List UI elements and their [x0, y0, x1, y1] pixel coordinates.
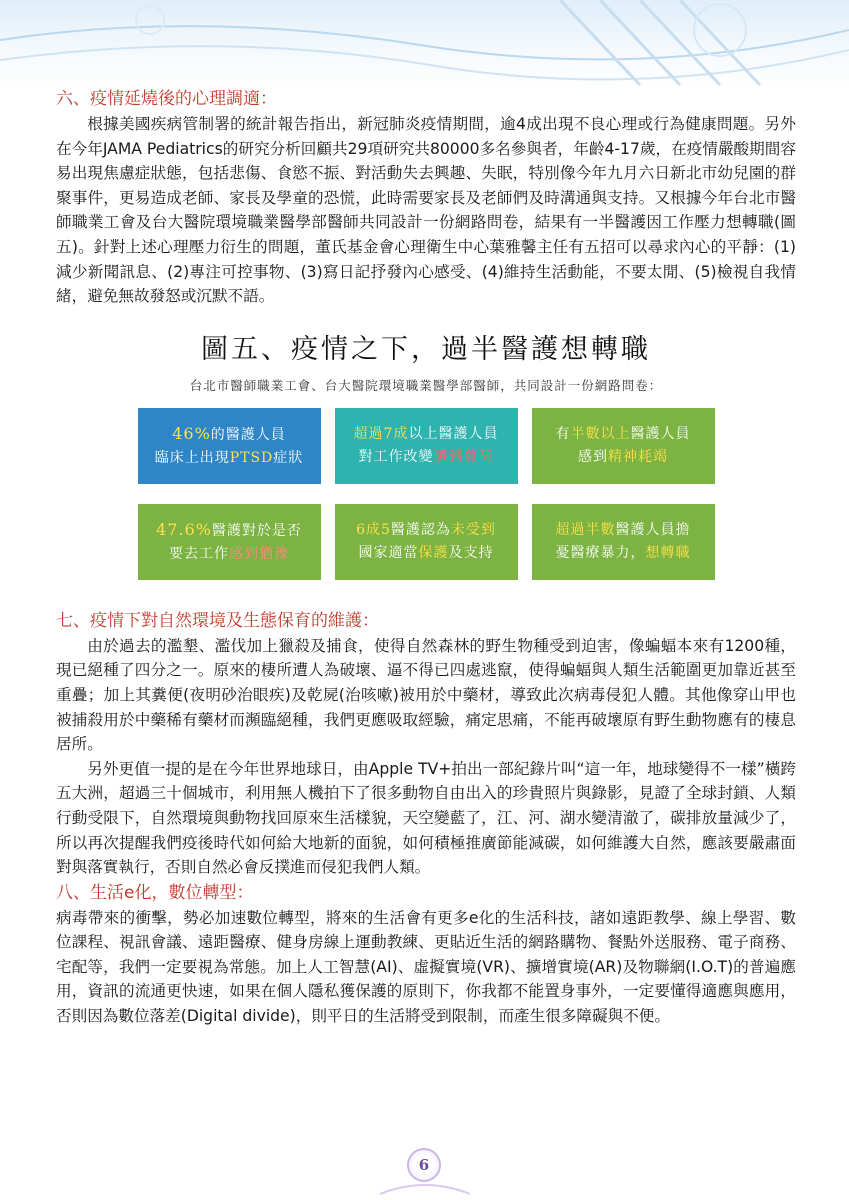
stat-text: 以上醫護人員: [408, 425, 499, 442]
footer-decoration: [0, 1172, 849, 1200]
header-pattern-graphic: [0, 0, 849, 90]
stat-box-line: [156, 518, 302, 543]
main-content: [56, 86, 796, 1029]
stat-box-workload: [335, 408, 518, 484]
stat-text: 醫護人員擔: [615, 521, 691, 538]
stat-box-hesitation: [138, 504, 321, 580]
section6-heading: 六、疫情延燒後的心理調適：: [56, 89, 277, 109]
stat-highlight: 精神耗竭: [608, 448, 668, 465]
section8-heading: 八、生活e化，數位轉型：: [56, 882, 254, 903]
figure5-grid: [56, 408, 796, 580]
stat-box-line: [359, 446, 494, 469]
section8-paragraph: 病毒帶來的衝擊，勢必加速數位轉型，將來的生活會有更多e化的生活科技，諸如遠距教學、線上學習、數位課程、視訊會議、遠距醫療、健身房線上運動教練、更貼近生活的網路購物、餐點外送服務、電子商務、宅配等，我們一定要視為常態。加上人工智慧(AI)、虛擬實境(VR)、擴增實境(AR)及物聯網(I.O.T)的普遍應用，資訊的流通更快速，如果在個人隱私獲保護的原則下，你我都不能置身事外，一定要懂得適應與應用，否則因為數位落差(Digital divide)，則平日的生活將受到限制，而產生很多障礙與不便。: [56, 908, 796, 1026]
stat-highlight: 保護: [418, 544, 449, 561]
stat-text: 及支持: [448, 544, 494, 561]
stat-box-ptsd: [138, 408, 321, 484]
stat-text: 醫護認為: [390, 521, 451, 538]
section6-paragraph: 根據美國疾病管制署的統計報告指出，新冠肺炎疫情期間，逾4成出現不良心理或行為健康問題。另外在今年JAMA Pediatrics的研究分析回顧共29項研究共80000多名參與者，年齡4-17歲，在疫情嚴酸期間容易出現焦慮症狀態，包括悲傷、食慾不振、對活動失去興趣、失眠，特別像今年九月六日新北市幼兒園的群聚事件，更易造成老師、家長及學童的恐慌，此時需要家長及老師們及時溝通與支持。又根據今年台北市醫師職業工會及台大醫院環境職業醫學部醫師共同設計一份網路問卷，結果有一半醫護因工作壓力想轉職(圖五)。針對上述心理壓力衍生的問題，董氏基金會心理衛生中心葉雅馨主任有五招可以尋求內心的平靜：(1)減少新聞訊息、(2)專注可控事物、(3)寫日記抒發內心感受、(4)維持生活動能，不要太閒、(5)檢視自我情緒，避免無故發怒或沉默不語。: [56, 115, 796, 306]
stat-text: 症狀: [273, 449, 304, 466]
stat-box-line: [556, 542, 691, 565]
stat-highlight: 6成5: [356, 521, 391, 538]
stat-highlight: 47.6%: [156, 519, 212, 539]
stat-highlight: 感到猶豫: [229, 545, 289, 562]
stat-highlight: PTSD: [229, 449, 274, 466]
stat-text: 醫護對於是否: [211, 522, 302, 539]
stat-highlight: 感到負荷: [433, 448, 494, 465]
section7-paragraph-1: 由於過去的濫墾、濫伐加上獵殺及捕食，使得自然森林的野生物種受到迫害，像蝙蝠本來有1200種，現已絕種了四分之一。原來的棲所遭人為破壞、逼不得已四處逃竄，使得蝙蝠與人類生活範圍更加靠近甚至重疊；加上其糞便(夜明砂治眼疾)及乾屍(治咳嗽)被用於中藥材，導致此次病毒侵犯人體。其他像穿山甲也被捕殺用於中藥稀有藥材而瀕臨絕種，我們更應吸取經驗，痛定思痛，不能再破壞原有野生動物應有的棲息居所。: [56, 636, 796, 754]
stat-highlight: 超過7成: [353, 425, 409, 442]
stat-text: 的醫護人員: [210, 426, 286, 443]
stat-text: 感到: [578, 448, 608, 465]
section7-heading: 七、疫情下對自然環境及生態保育的維護：: [56, 610, 379, 631]
stat-box-line: [359, 542, 494, 565]
stat-text: 憂醫療暴力，: [555, 544, 646, 561]
figure5-title: 圖五、疫情之下，過半醫護想轉職: [201, 333, 651, 365]
stat-box-burnout: [532, 408, 715, 484]
stat-text: 醫護人員: [630, 425, 691, 442]
figure5-subtitle: 台北市醫師職業工會、台大醫院環境職業醫學部醫師，共同設計一份網路問卷：: [189, 377, 663, 393]
stat-box-protection: [335, 504, 518, 580]
stat-box-line: [578, 446, 668, 469]
page-number: 6: [407, 1148, 441, 1182]
stat-box-line: [169, 543, 289, 566]
stat-box-line: [172, 422, 286, 447]
stat-box-line: [556, 519, 691, 542]
stat-box-line: [155, 447, 304, 470]
stat-box-line: [556, 423, 691, 446]
stat-text: 有: [555, 425, 571, 442]
stat-box-line: [356, 519, 496, 542]
section7-paragraph-2: 另外更值一提的是在今年世界地球日，由Apple TV+拍出一部紀錄片叫“這一年，地球變得不一樣”橫跨五大洲，超過三十個城市，利用無人機拍下了很多動物自由出入的珍貴照片與錄影，見證了全球封鎖、人類行動受限下，自然環境與動物找回原來生活樣貌，天空變藍了，江、河、湖水變清澈了，碳排放量減少了，所以再次提醒我們疫後時代如何給大地新的面貌，如何積極推廣節能減碳，如何維護大自然，應該要嚴肅面對與落實執行，否則自然必會反撲進而侵犯我們人類。: [56, 759, 796, 877]
stat-highlight: 超過半數: [555, 521, 616, 538]
stat-box-line: [354, 423, 499, 446]
header-decoration: [0, 0, 849, 90]
stat-text: 對工作改變: [358, 448, 434, 465]
stat-highlight: 46%: [172, 423, 211, 443]
stat-text: 要去工作: [169, 545, 229, 562]
stat-highlight: 想轉職: [645, 544, 691, 561]
stat-highlight: 半數以上: [570, 425, 631, 442]
stat-text: 國家適當: [358, 544, 419, 561]
stat-text: 臨床上出現: [154, 449, 230, 466]
stat-highlight: 未受到: [450, 521, 496, 538]
stat-box-violence: [532, 504, 715, 580]
